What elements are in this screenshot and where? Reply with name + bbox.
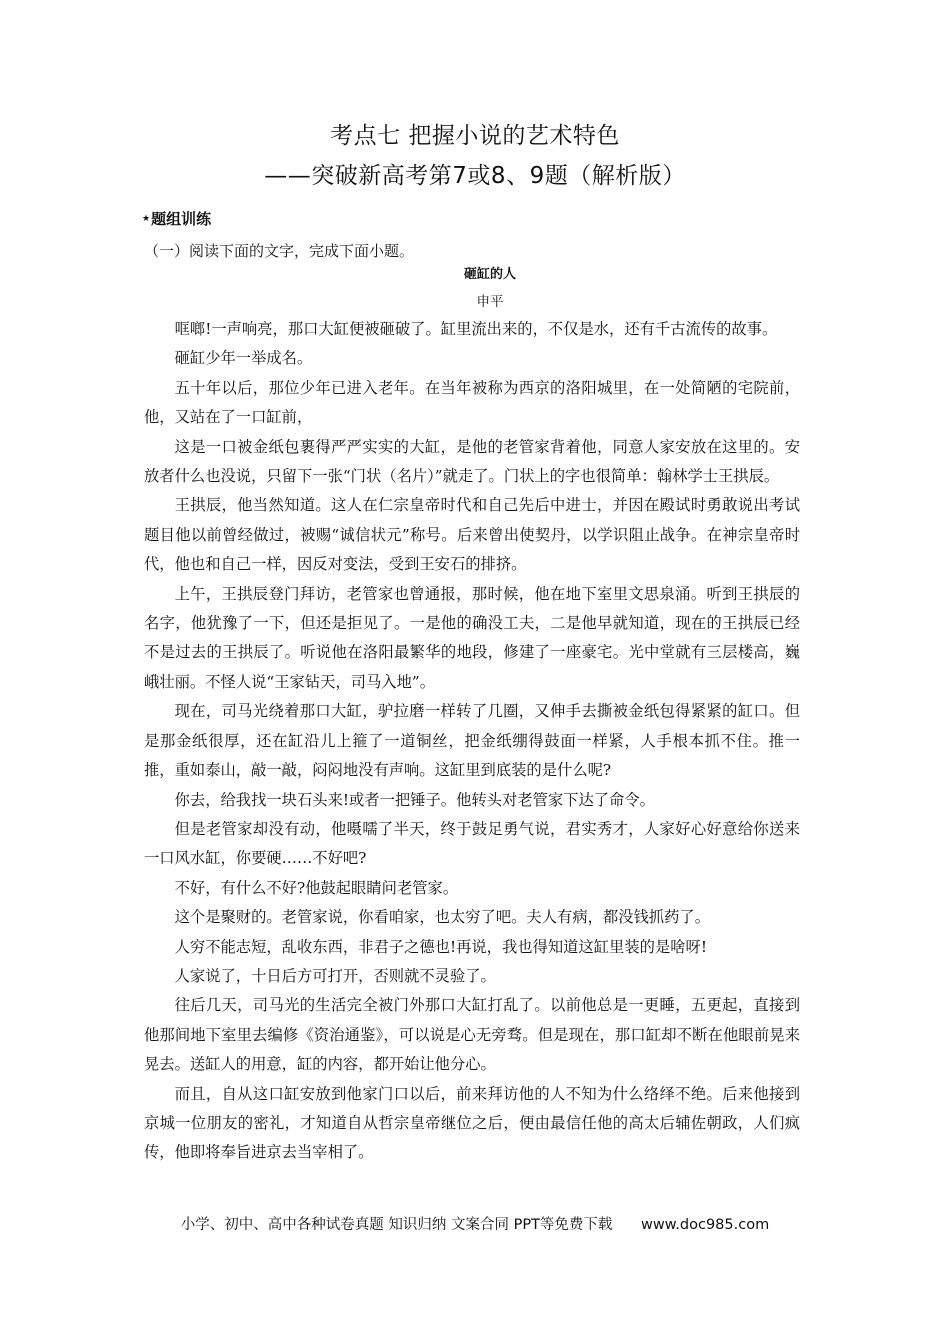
paragraph: 你去，给我找一块石头来!或者一把锤子。他转头对老管家下达了命令。 [174, 790, 655, 809]
paragraph: 不好，有什么不好?他鼓起眼睛问老管家。 [174, 878, 459, 897]
paragraph: 但是老管家却没有动，他嗫嚅了半天，终于鼓足勇气说，君实秀才，人家好心好意给你送来一口风水缸，你要硬……不好吧? [144, 819, 800, 868]
story-author: 申平 [476, 294, 504, 310]
story-title: 砸缸的人 [463, 267, 516, 282]
paragraph: 现在，司马光绕着那口大缸，驴拉磨一样转了几圈，又伸手去撕被金纸包得紧紧的缸口。但是那金纸很厚，还在缸沿儿上箍了一道铜丝，把金纸绷得鼓面一样紧，人手根本抓不住。推一推，重如泰山，敲一敲，闷闷地没有声响。这缸里到底装的是什么呢? [144, 702, 800, 780]
paragraph: 人家说了，十日后方可打开，否则就不灵验了。 [174, 966, 496, 985]
section-label: 题组训练 [151, 210, 212, 228]
paragraph: 往后几天，司马光的生活完全被门外那口大缸打乱了。以前他总是一更睡，五更起，直接到他那间地下室里去编修《资治通鉴》，可以说是心无旁骛。但是现在，那口缸却不断在他眼前晃来晃去。送缸人的用意，缸的内容，都开始让他分心。 [144, 996, 800, 1074]
paragraph: 上午，王拱辰登门拜访，老管家也曾通报，那时候，他在地下室里文思泉涌。听到王拱辰的名字，他犹豫了一下，但还是拒见了。一是他的确没工夫，二是他早就知道，现在的王拱辰已经不是过去的王拱辰了。听说他在洛阳最繁华的地段，修建了一座豪宅。光中堂就有三层楼高，巍峨壮丽。不怪人说“王家钻天，司马入地”。 [144, 584, 800, 691]
paragraph: 这个是聚财的。老管家说，你看咱家，也太穷了吧。夫人有病，都没钱抓药了。 [174, 908, 710, 927]
section-heading [142, 208, 211, 229]
star-icon: ★ [142, 213, 151, 224]
paragraph: 而且，自从这口缸安放到他家门口以后，前来拜访他的人不知为什么络绎不绝。后来他接到京城一位朋友的密礼，才知道自从哲宗皇帝继位之后，便由最信任他的高太后辅佐朝政，人们疯传，他即将奉旨进京去当宰相了。 [144, 1084, 800, 1162]
footer-url: www.doc985.com [641, 1217, 770, 1233]
paragraph: 人穷不能志短，乱收东西，非君子之德也!再说，我也得知道这缸里装的是啥呀! [174, 937, 707, 956]
paragraph: 五十年以后，那位少年已进入老年。在当年被称为西京的洛阳城里，在一处简陋的宅院前，他，又站在了一口缸前， [144, 378, 800, 427]
paragraph: 这是一口被金纸包裹得严严实实的大缸，是他的老管家背着他，同意人家安放在这里的。安放者什么也没说，只留下一张“门状（名片）”就走了。门状上的字也很简单：翰林学士王拱辰。 [144, 437, 800, 486]
paragraph: 砸缸少年一举成名。 [174, 349, 313, 368]
paragraph: 哐啷!一声响亮，那口大缸便被砸破了。缸里流出来的，不仅是水，还有千古流传的故事。 [174, 320, 778, 338]
question-instruction: （一）阅读下面的文字，完成下面小题。 [144, 242, 415, 260]
paragraph: 王拱辰，他当然知道。这人在仁宗皇帝时代和自己先后中进士，并因在殿试时勇敢说出考试题目他以前曾经做过，被赐“诚信状元”称号。后来曾出使契丹，以学识阻止战争。在神宗皇帝时代，他也和自己一样，因反对变法，受到王安石的排挤。 [144, 496, 800, 574]
footer-text: 小学、初中、高中各种试卷真题 知识归纳 文案合同 PPT等免费下载 [180, 1217, 613, 1233]
document-title: 考点七 把握小说的艺术特色 [330, 123, 620, 149]
page-footer [0, 1213, 950, 1234]
document-subtitle: ——突破新高考第7或8、9题（解析版） [264, 163, 686, 189]
story-body [144, 315, 800, 1168]
